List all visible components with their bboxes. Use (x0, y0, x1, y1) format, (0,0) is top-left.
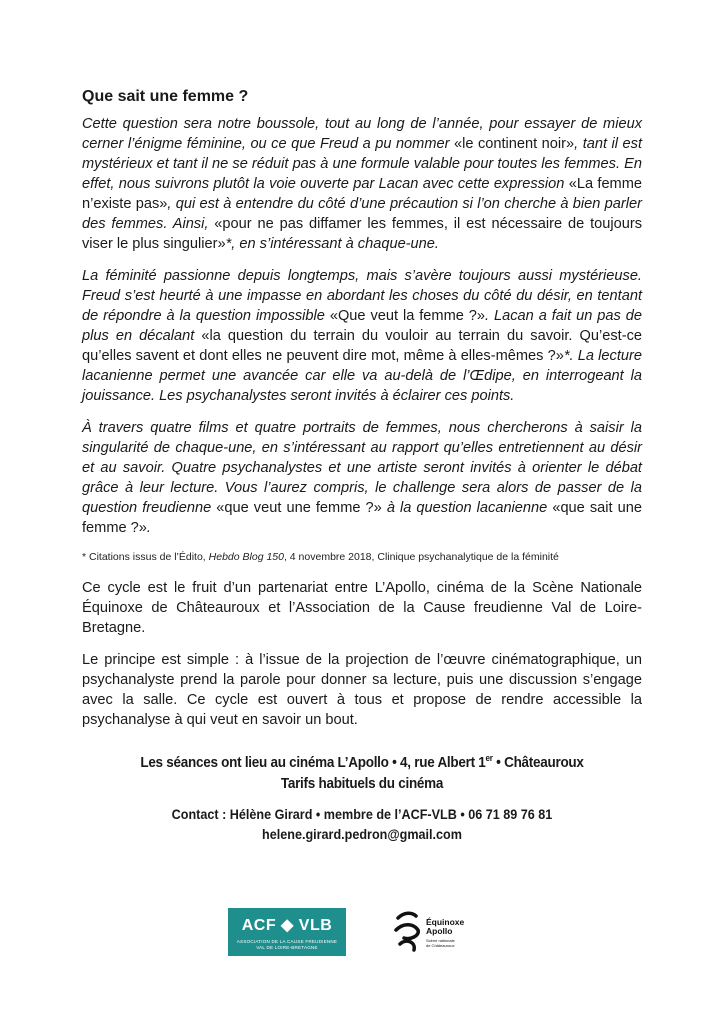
venue-line (110, 748, 614, 773)
venue-text: Les séances ont lieu au cinéma L’Apollo • 4, rue Albert 1 (140, 754, 486, 771)
equinoxe-sub1: Scène nationale (426, 938, 455, 943)
p1-segment: «pour ne pas diffamer les femmes, il est nécessaire de toujours viser le plus singulier» (82, 216, 642, 252)
paragraph-2 (82, 266, 642, 406)
p1-segment: , tant il est mystérieux et tant il ne se réduit pas à une formule valable pour toutes les femmes. En effet, nous suivrons plutôt la voie ouverte par Lacan avec cette expression (82, 136, 643, 192)
document-body (82, 88, 642, 844)
p2-segment: «Que veut la femme ?» (329, 308, 486, 324)
venue-superscript: er (485, 753, 493, 763)
p3-segment: «que sait une femme ?» (82, 500, 642, 536)
p2-segment: *. La lecture lacanienne permet une avancée car elle va au-delà de l’Œdipe, en interrogeant la jouissance. Les psychanalystes seront invités à éclairer ces points. (82, 348, 642, 404)
equinoxe-line2: Apollo (426, 926, 453, 936)
equinoxe-sub2: de Châteauroux (426, 943, 455, 948)
contact-line: Contact : Hélène Girard • membre de l’ACF-VLB • 06 71 89 76 81 (171, 806, 553, 822)
paragraph-3 (82, 418, 642, 538)
footnote-segment: , 4 novembre 2018, Clinique psychanalytique de la féminité (283, 551, 559, 563)
equinoxe-line1: Équinoxe (426, 917, 465, 927)
acf-logo-title: ACF ◆ VLB (241, 917, 333, 934)
p2-segment: . Lacan a fait un pas de plus en décalant (82, 308, 642, 344)
prices-line: Tarifs habituels du cinéma (280, 775, 444, 792)
p1-segment: *, en s’intéressant à chaque-une. (225, 236, 439, 252)
venue-city: • Châteauroux (492, 754, 584, 771)
p3-segment: à la question lacanienne (381, 500, 553, 516)
p1-segment: «le continent noir» (453, 136, 575, 152)
footnote-segment: * Citations issus de l’Édito, (82, 551, 209, 563)
p3-segment: À travers quatre films et quatre portraits de femmes, nous chercherons à saisir la singularité de chaque-une, en s’intéressant au rapport qu’elles entretiennent au désir et au savoir. Quatre psychanalystes et une artiste seront invités à orienter le débat grâce à leur lecture. Vous l’aurez compris, le challenge sera alors de passer de la question freudienne (82, 420, 642, 516)
page-title: Que sait une femme ? (82, 88, 249, 105)
contact-email[interactable]: helene.girard.pedron@gmail.com (262, 826, 462, 842)
paragraph-partnership: Ce cycle est le fruit d’un partenariat entre L’Apollo, cinéma de la Scène Nationale Équinoxe de Châteauroux et l’Association de la Cause freudienne Val de Loire-Bretagne. (82, 580, 642, 636)
acf-logo-sub2: VAL DE LOIRE-BRETAGNE (256, 945, 318, 950)
equinoxe-apollo-logo (390, 908, 500, 956)
equinoxe-logo-text (426, 918, 464, 936)
paragraph-1 (82, 114, 642, 254)
paragraph-principle: Le principe est simple : à l’issue de la projection de l’œuvre cinématographique, un psychanalyste prend la parole pour donner sa lecture, puis une discussion s’engage avec la salle. Ce cycle est ouvert à tous et propose de rendre accessible la psychanalyse à qui veut en savoir un bout. (82, 652, 642, 728)
equinoxe-logo-sub (426, 938, 455, 948)
footnote (82, 550, 642, 564)
p1-segment: «La femme n’existe pas» (82, 176, 642, 212)
acf-vlb-logo (228, 908, 346, 956)
p2-segment: La féminité passionne depuis longtemps, mais s’avère toujours aussi mystérieuse. Freud s’est heurté à une impasse en abordant les choses du côté du désir, en tentant de répondre à la question impossible (82, 268, 642, 324)
equinoxe-symbol-icon (390, 908, 426, 956)
logos-row (228, 908, 518, 958)
p3-segment: «que veut une femme ?» (216, 500, 382, 516)
acf-logo-sub1: ASSOCIATION DE LA CAUSE FREUDIENNE (236, 939, 338, 944)
p3-segment: . (146, 520, 151, 536)
footnote-segment: Hebdo Blog 150 (208, 551, 284, 563)
p1-segment: Cette question sera notre boussole, tout au long de l’année, pour essayer de mieux cerner l’énigme féminine, ou ce que Freud a pu nommer (82, 116, 642, 152)
p2-segment: «la question du terrain du vouloir au terrain du savoir. Qu’est-ce qu’elles savent et dont elles ne peuvent dire mot, même à elles-mêmes ?» (82, 328, 642, 364)
p1-segment: , qui est à entendre du côté d’une précaution si l’on cherche à bien parler des femmes. Ainsi, (82, 196, 642, 232)
